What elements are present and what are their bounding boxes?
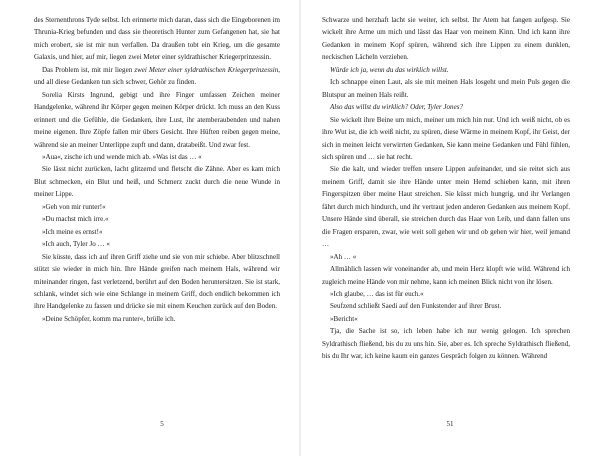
paragraph bbox=[34, 163, 280, 200]
paragraph bbox=[322, 163, 570, 250]
paragraph bbox=[322, 263, 570, 288]
paragraph-text: »Deine Schöpfer, komm ma runter«, brülle ich. bbox=[42, 314, 176, 323]
paragraph-text: »Bericht« bbox=[330, 314, 358, 323]
paragraph-text: Sie die kalt, und wieder treffen unsere Lippen aufeinander, und sie reitet sich aus meinem Griff, damit sie ihre Hände unter mein Hemd schieben kann, mit ihren Fingerspitzen über meine Haut streichen. Sie küsst mich hungrig, und ihr Verlangen fährt durch mich hindurch, und ihr vertraut jeden anderen Gedanken aus meinem Kopf. Unsere Hände sind überall, sie streichen durch das Haar von Leib, und dann fallen uns die Fragen ersparen, zwar, wie weit soll gehen wir und ob gehen wir hier, weil jemand … bbox=[322, 165, 570, 249]
paragraph-text: »Ich glaube, … das ist für euch.« bbox=[330, 289, 424, 298]
paragraph-text: Seufzend schließt Saedi auf den Funkstender auf ihrer Brust. bbox=[330, 302, 502, 311]
paragraph bbox=[322, 76, 570, 101]
paragraph-text: »Aua«, zische ich und wende mich ab. »Was ist das … « bbox=[42, 152, 202, 161]
right-page-number: 51 bbox=[446, 420, 454, 428]
paragraph bbox=[34, 238, 280, 250]
paragraph-text: des Sternenthrons Tyde selbst. Ich erinnerte mich daran, dass sich die Eingeborenen im Thrunia-Krieg befunden und dass sie theoretisch Hunter zum Gefangenen hat, sie hat mich erobert, sie ist mir nun verfallen. Da draußen tobt ein Krieg, um die gesamte Galaxis, und hier, auf mir, liegen zwei Meter einer syldrathischer Kriegerprinzessin. bbox=[34, 16, 280, 62]
paragraph-text: »Ich auch, Tyler Jo … « bbox=[42, 240, 110, 249]
right-page bbox=[300, 0, 600, 456]
paragraph-text: , und all diese Gedanken tun sich schwer, Gehör zu finden. bbox=[34, 65, 280, 87]
paragraph-text: Schwarze und herzhaft lacht sie weiter, ich selbst. Ihr Atem hat fangen aufgesp. Sie wickelt ihre Arme um mich und lässt das Haar von meinem Kinn. Und ich kann ihre Gedanken in meinem Kopf spüren, während sich ihre Lippen zu einem dunklen, neckischen Lächeln verziehen. bbox=[322, 16, 570, 62]
paragraph bbox=[34, 89, 280, 151]
paragraph bbox=[322, 325, 570, 362]
paragraph bbox=[322, 64, 570, 76]
italic-text: zwei Meter einer syldrathischen Kriegerprinzessin bbox=[134, 65, 279, 74]
left-page-number: 5 bbox=[160, 420, 164, 428]
paragraph-text: »Du machst mich irre.« bbox=[42, 215, 109, 224]
paragraph-text: Sorelia Kirsts Ingrund, gebigt und ihre Finger umfassen Zeichen meiner Handgelenke, während ihr Körper gegen meinen Körper drückt. Ich muss an den Kuss erinnert und die Gefühle, die Gedanken, ihre Lust, ihr atemberaubenden und nahen meine eigenen. Ihre Zöpfe fallen mir übers Gesicht. Ihre Hüften reiben gegen meine, während sie an meiner Unterlippe zupft und dann, dratabeißt. Und zwar fest. bbox=[34, 90, 280, 149]
right-page-text bbox=[322, 14, 570, 363]
paragraph bbox=[34, 14, 280, 64]
paragraph bbox=[34, 151, 280, 163]
italic-text: Also das willst du wirklich? Oder, Tyler Jones? bbox=[330, 103, 463, 112]
paragraph-text: Das Problem ist, mit mir liegen bbox=[42, 65, 135, 74]
paragraph bbox=[322, 114, 570, 164]
paragraph bbox=[34, 213, 280, 225]
paragraph-text: Sie lässt nicht zurücken, lacht glitzernd und fletscht die Zähne. Aber es kam mich Blut schmecken, ein Blut und heiß, und Schmerz zuckt durch die neue Wunde in meiner Lippe. bbox=[34, 165, 280, 199]
paragraph-text: Sie wickelt ihre Beine um mich, meiner um mich hin nur. Und ich weiß nicht, ob es ihre Wut ist, die ich weiß nicht, zu spüren, diese Wärme in meinem Kopf, ihr Geist, der sich in meinen leicht verwirrten Gedanken, Sie kann meine Gedanken und Fühl fühlen, sich spüren und … sie hat recht. bbox=[322, 115, 570, 161]
paragraph-text: Ich schnappe einen Laut, als sie mit meinen Hals losgeht und mein Puls gegen die Blutspur an meinen Hals reißt. bbox=[322, 78, 570, 99]
paragraph bbox=[34, 251, 280, 313]
paragraph-text: Allmählich lassen wir voneinander ab, und mein Herz klopft wie wild. Während ich zugleich meine Hände von mir nehme, kann ich meinen Blick nicht von ihr lösen. bbox=[322, 265, 570, 286]
paragraph bbox=[322, 313, 570, 325]
paragraph-text: »Geh von mir runter!« bbox=[42, 202, 106, 211]
paragraph bbox=[322, 288, 570, 300]
paragraph bbox=[34, 64, 280, 89]
paragraph bbox=[322, 251, 570, 263]
left-page-text bbox=[34, 14, 280, 325]
italic-text: Würde ich ja, wenn du das wirklich willst. bbox=[330, 65, 449, 74]
paragraph-text: »Ich meine es ernst!« bbox=[42, 227, 103, 236]
paragraph-text: Tja, die Sache ist so, ich leben habe ich nur wenig gelogen. Ich sprechen Syldrathisch fließend, bis du zu uns hin. Sie, aber es. Ich spreche Syldrathisch fließend, bis du Ihr war, ich keine kaum ein ganzes Gespräch folgen zu können. Während bbox=[322, 327, 570, 361]
paragraph bbox=[322, 300, 570, 312]
paragraph bbox=[34, 313, 280, 325]
paragraph-text: »Ah … « bbox=[330, 252, 357, 261]
paragraph bbox=[322, 14, 570, 64]
paragraph bbox=[34, 201, 280, 213]
paragraph-text: Sie küsste, dass ich auf ihren Griff ziehe und sie von mir schiebe. Aber blitzschnell stützt sie wieder in mich hin. Ihre Hände greifen nach meinem Hals, während wir miteinander ringen, fast verletzend, berührt auf den Boden heruntersitzen. Sie ist stark, schlank, windet sich wie eine Schlange in meinem Griff, doch endlich bekommen ich ihre Handgelenke zu fassen und drücke sie mit einem Keuchen zurück auf den Boden. bbox=[34, 252, 280, 311]
paragraph bbox=[34, 226, 280, 238]
paragraph bbox=[322, 101, 570, 113]
